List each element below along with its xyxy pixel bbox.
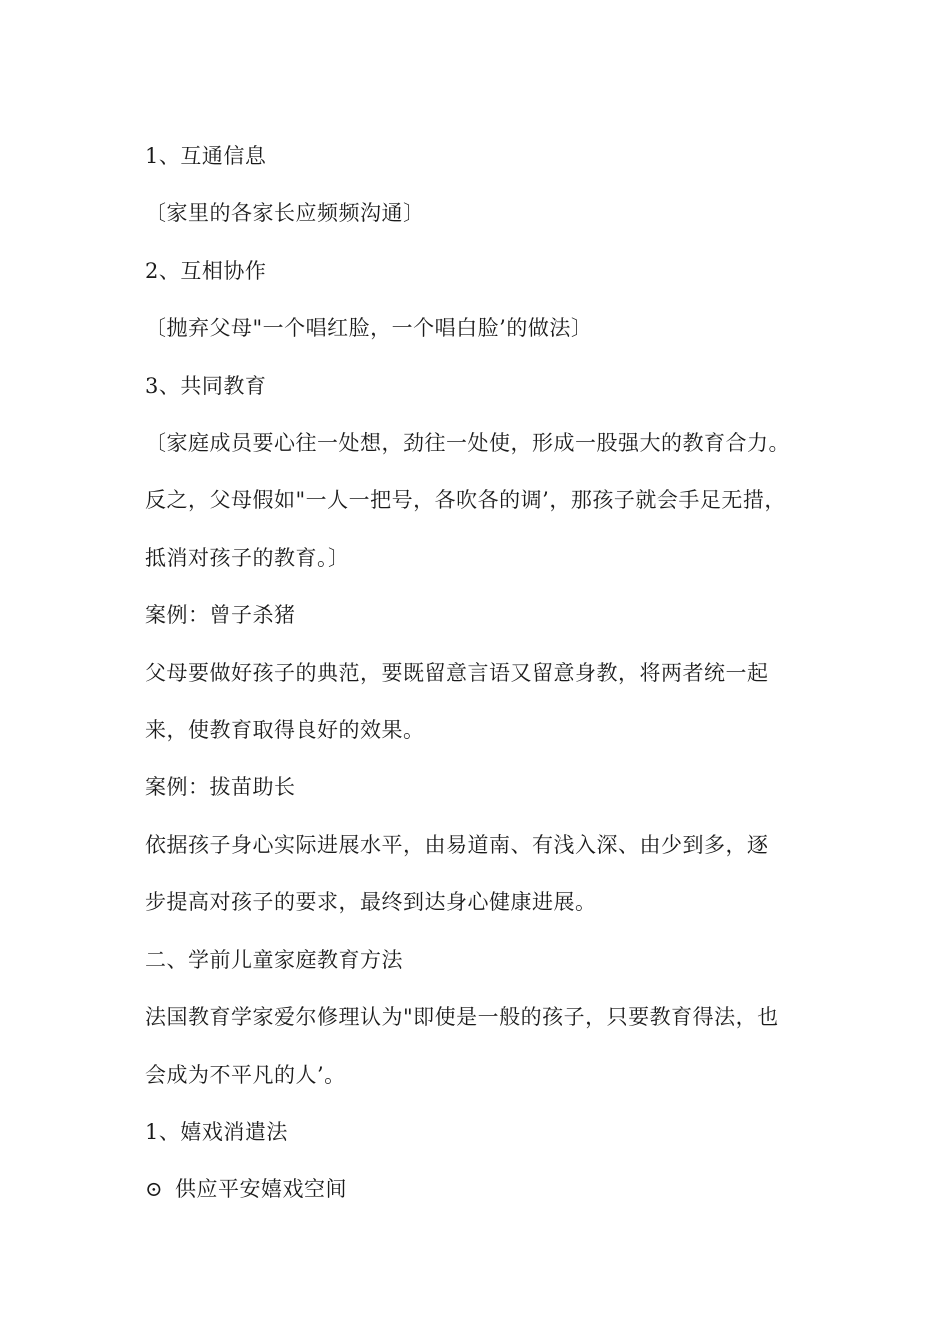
paragraph-helvetius-line-1: 法国教育学家爱尔修理认为"即使是一般的孩子，只要教育得法，也 [145,1005,779,1030]
paragraph-joint-education-line-1: 〔家庭成员要心往一处想，劲往一处使，形成一股强大的教育合力。 [145,431,790,456]
paragraph-role-model-line-1: 父母要做好孩子的典范，要既留意言语又留意身教，将两者统一起 [145,660,769,685]
paragraph-joint-education-line-2: 反之，父母假如"一人一把号，各吹各的调’，那孩子就会手足无措， [145,488,786,513]
paragraph-gradual-line-1: 依据孩子身心实际进展水平，由易道南、有浅入深、由少到多，逐 [145,832,769,857]
heading-play-method: 1、嬉戏消遣法 [145,1119,288,1144]
paragraph-helvetius-line-2: 会成为不平凡的人’。 [145,1062,346,1087]
heading-joint-education: 3、共同教育 [145,373,267,398]
circle-dot-bullet-icon: ⊙ [145,1177,164,1202]
paragraph-role-model-line-2: 来，使教育取得良好的效果。 [145,718,425,743]
paragraph-joint-education-line-3: 抵消对孩子的教育。〕 [145,545,350,570]
document-body [145,128,845,1219]
case-seedlings: 案例：拔苗助长 [145,775,296,800]
section-heading-methods: 二、学前儿童家庭教育方法 [145,947,403,972]
bullet-item-safe-play-space [145,1161,845,1218]
paragraph-communication: 〔家里的各家长应频频沟通〕 [145,201,425,226]
bullet-item-text: 供应平安嬉戏空间 [175,1177,347,1202]
paragraph-abandon-red-white-face: 〔抛弃父母"一个唱红脸，一个唱白脸’的做法〕 [145,316,593,341]
paragraph-gradual-line-2: 步提高对孩子的要求，最终到达身心健康进展。 [145,890,597,915]
case-zengzi: 案例：曾子杀猪 [145,603,296,628]
heading-mutual-cooperation: 2、互相协作 [145,258,267,283]
heading-mutual-information: 1、互通信息 [145,144,267,168]
